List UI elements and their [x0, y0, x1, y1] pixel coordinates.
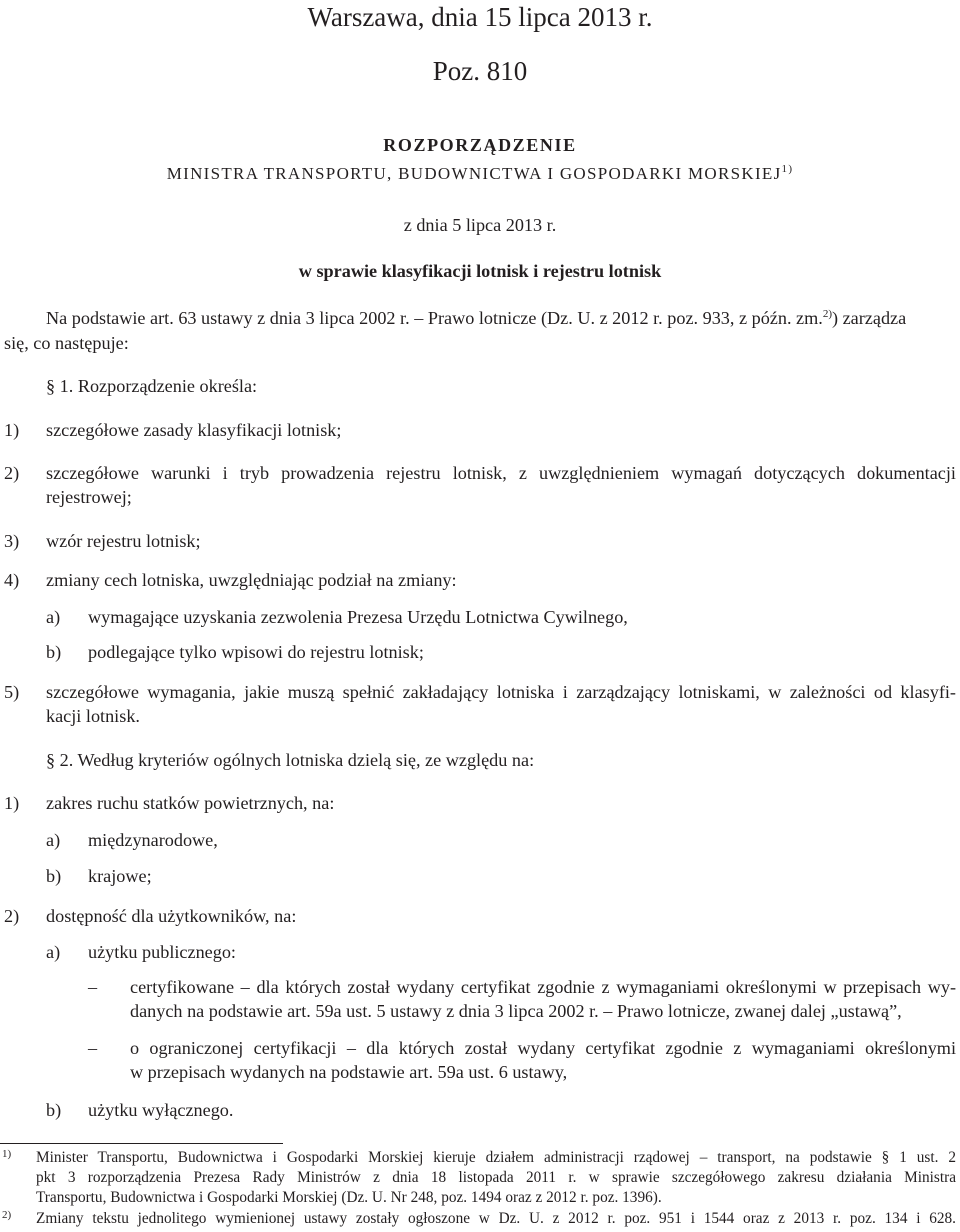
- par2-item-1b-text: krajowe;: [88, 866, 152, 886]
- place-date: Warszawa, dnia 15 lipca 2013 r.: [307, 2, 653, 32]
- par1-item-3-num: 3): [4, 531, 20, 551]
- act-subject: w sprawie klasyfikacji lotnisk i rejestru lotnisk: [298, 261, 662, 281]
- par2-item-2a-letter: a): [46, 942, 61, 962]
- footnote-2-line-1: Zmiany tekstu jednolitego wymienionej ustawy zostały ogłoszone w Dz. U. z 2012 r. poz. 951 i 1544 oraz z 2013 r. poz. 134 i 628.: [36, 1210, 956, 1227]
- par1-item-1-num: 1): [4, 420, 20, 440]
- par1-item-5-line-2: kacji lotnisk.: [46, 706, 140, 726]
- dash-item-1-line-1: certyfikowane – dla których został wydany certyfikat zgodnie z wymaganiami określonymi w przepisach wy-: [130, 977, 956, 997]
- preamble-text: Na podstawie art. 63 ustawy z dnia 3 lipca 2002 r. – Prawo lotnicze (Dz. U. z 2012 r. poz. 933, z późn. zm.: [46, 308, 823, 328]
- par2-item-1a-letter: a): [46, 830, 61, 850]
- par2-item-2-text: dostępność dla użytkowników, na:: [46, 906, 297, 926]
- preamble-text-end: ) zarządza: [832, 308, 907, 328]
- dash-item-1-dash: –: [88, 977, 98, 997]
- par2-item-2b-text: użytku wyłącznego.: [88, 1100, 234, 1120]
- act-issuer: [0, 162, 960, 186]
- footnote-ref-2: 2): [822, 308, 832, 320]
- preamble-line-1: [46, 306, 960, 330]
- par1-item-4-num: 4): [4, 570, 20, 590]
- par1-item-5-num: 5): [4, 682, 20, 702]
- par1-item-5-line-1: szczegółowe wymagania, jakie muszą spełnić zakładający lotniska i zarządzający lotniskami, w zależności od klasyfi-: [46, 682, 956, 702]
- position-number: Poz. 810: [432, 56, 528, 86]
- footnote-1-line-2: pkt 3 rozporządzenia Prezesa Rady Ministrów z dnia 18 listopada 2011 r. w sprawie szczegółowego zakresu działania Ministra: [36, 1169, 956, 1186]
- par2-item-2a-text: użytku publicznego:: [88, 942, 236, 962]
- par2-item-2b-letter: b): [46, 1100, 62, 1120]
- act-date: z dnia 5 lipca 2013 r.: [403, 215, 557, 235]
- par1-item-2-text: szczegółowe warunki i tryb prowadzenia rejestru lotnisk, z uwzględnieniem wymagań dotyczących dokumentacji rejestrowej;: [46, 463, 956, 507]
- par2-item-1-num: 1): [4, 793, 20, 813]
- dash-item-2-line-1: o ograniczonej certyfikacji – dla których został wydany certyfikat zgodnie z wymaganiami określonymi: [130, 1038, 956, 1058]
- par2-heading: § 2. Według kryteriów ogólnych lotniska dzielą się, ze względu na:: [46, 750, 535, 770]
- act-type: ROZPORZĄDZENIE: [383, 135, 577, 155]
- dash-item-2-line-2: w przepisach wydanych na podstawie art. 59a ust. 6 ustawy,: [130, 1062, 568, 1082]
- par2-item-1b-letter: b): [46, 866, 62, 886]
- footnote-separator: [0, 1143, 283, 1144]
- dash-item-2-dash: –: [88, 1038, 98, 1058]
- par2-item-1-text: zakres ruchu statków powietrznych, na:: [46, 793, 335, 813]
- par1-item-4a-text: wymagające uzyskania zezwolenia Prezesa Urzędu Lotnictwa Cywilnego,: [88, 607, 628, 627]
- par1-item-2-num: 2): [4, 463, 20, 483]
- act-issuer-text: MINISTRA TRANSPORTU, BUDOWNICTWA I GOSPODARKI MORSKIEJ: [166, 164, 782, 183]
- par1-item-4-text: zmiany cech lotniska, uwzględniając podział na zmiany:: [46, 570, 457, 590]
- dash-item-1-line-2: danych na podstawie art. 59a ust. 5 ustawy z dnia 3 lipca 2002 r. – Prawo lotnicze, zwanej dalej „ustawą”,: [130, 1001, 902, 1021]
- par1-item-4b-text: podlegające tylko wpisowi do rejestru lotnisk;: [88, 642, 424, 662]
- footnote-1-line-1: Minister Transportu, Budownictwa i Gospodarki Morskiej kieruje działem administracji rządowej – transport, na podstawie § 1 ust. 2: [36, 1149, 956, 1166]
- par1-heading: § 1. Rozporządzenie określa:: [46, 376, 258, 396]
- par2-item-2-num: 2): [4, 906, 20, 926]
- par1-item-4a-letter: a): [46, 607, 61, 627]
- par2-item-1a-text: międzynarodowe,: [88, 830, 218, 850]
- footnote-1-line-3: Transportu, Budownictwa i Gospodarki Morskiej (Dz. U. Nr 248, poz. 1494 oraz z 2012 r. poz. 1396).: [36, 1189, 662, 1206]
- footnote-1-mark: 1): [2, 1148, 12, 1160]
- par1-item-1-text: szczegółowe zasady klasyfikacji lotnisk;: [46, 420, 342, 440]
- footnote-2-mark: 2): [2, 1209, 12, 1221]
- par1-item-3-text: wzór rejestru lotnisk;: [46, 531, 201, 551]
- footnote-ref-1: 1): [781, 163, 794, 175]
- par1-item-4b-letter: b): [46, 642, 62, 662]
- preamble-line-2: się, co następuje:: [4, 333, 129, 353]
